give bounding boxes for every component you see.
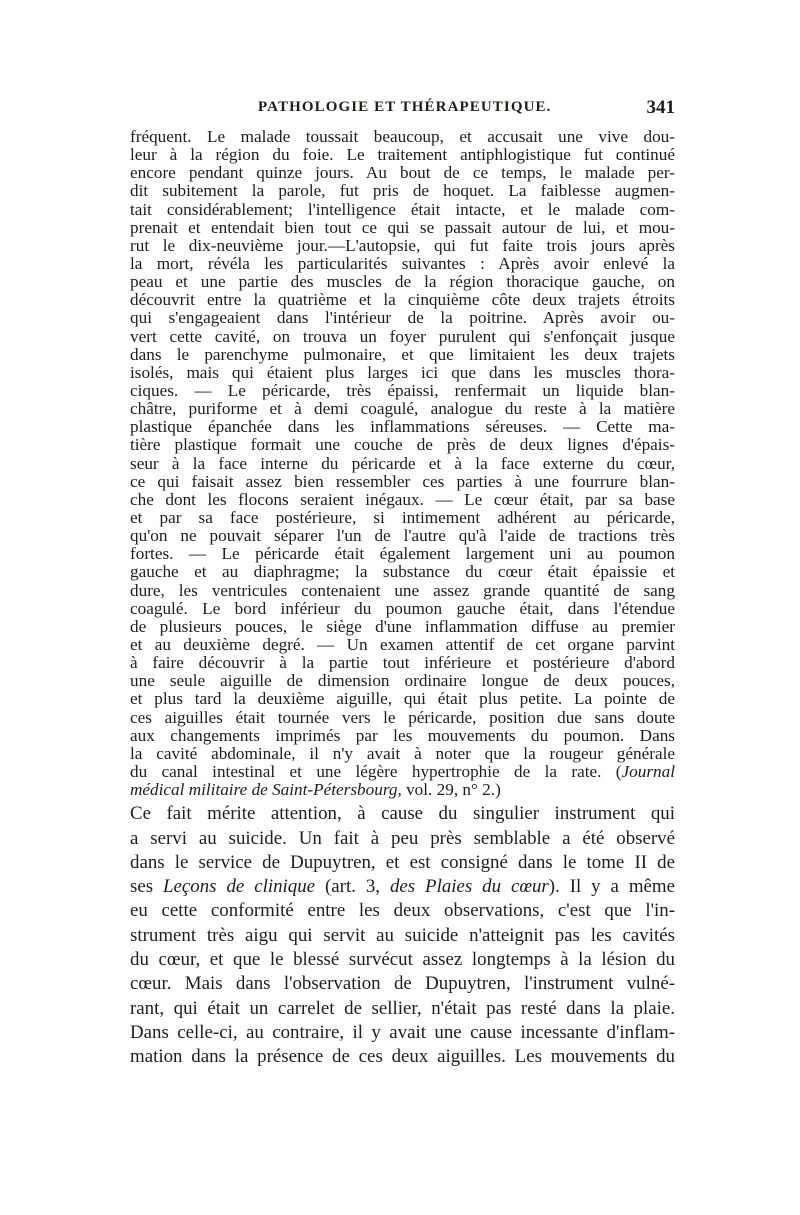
case-report-line: et par sa face postérieure, si intimement adhérent au péricarde, (130, 508, 675, 527)
commentary-line: eu cette conformité entre les deux observations, c'est que l'in- (130, 900, 675, 922)
case-report-line: et plus tard la deuxième aiguille, qui était plus petite. La pointe de (130, 690, 675, 709)
case-report-line: tière plastique formait une couche de près de deux lignes d'épais- (130, 436, 675, 455)
commentary-line: ses Leçons de clinique (art. 3, des Plaies du cœur). Il y a même (130, 876, 675, 898)
case-report-line: dure, les ventricules contenaient une assez grande quantité de sang (130, 581, 675, 600)
case-report-line: et au deuxième degré. — Un examen attentif de cet organe parvint (130, 635, 675, 654)
case-report-line: fortes. — Le péricarde était également largement uni au poumon (130, 545, 675, 564)
case-report-line: tait considérablement; l'intelligence était intacte, et le malade com- (130, 200, 675, 219)
case-report-line: peau et une partie des muscles de la région thoracique gauche, on (130, 273, 675, 292)
page-number: 341 (646, 97, 675, 118)
case-report-line: plastique épanchée dans les inflammations séreuses. — Cette ma- (130, 418, 675, 437)
running-head (130, 99, 675, 121)
citation-line (130, 781, 675, 799)
journal-word: Journal (621, 762, 675, 781)
commentary-paragraph (130, 802, 675, 1069)
case-report-line: du canal intestinal et une légère hypertrophie de la rate. (Journal (130, 762, 675, 781)
body-text (130, 128, 675, 1069)
commentary-line: cœur. Mais dans l'observation de Dupuytren, l'instrument vulné- (130, 973, 675, 995)
book-title: des Plaies du cœur (389, 876, 549, 898)
case-report-line: vert cette cavité, on trouva un foyer purulent qui s'enfonçait jusque (130, 327, 675, 346)
case-report-line: leur à la région du foie. Le traitement antiphlogistique fut continué (130, 146, 675, 165)
commentary-line: Ce fait mérite attention, à cause du singulier instrument qui (130, 803, 675, 825)
commentary-line: rant, qui était un carrelet de sellier, n'était pas resté dans la plaie. (130, 997, 675, 1019)
case-report-line: la mort, révéla les particularités suivantes : Après avoir enlevé la (130, 254, 675, 273)
case-report-line: la cavité abdominale, il n'y avait à noter que la rougeur générale (130, 744, 675, 763)
case-report-line: prenait et entendait bien tout ce qui se passait autour de lui, et mou- (130, 218, 675, 237)
commentary-line: Dans celle-ci, au contraire, il y avait une cause incessante d'inflam- (130, 1021, 675, 1043)
commentary-line: dans le service de Dupuytren, et est consigné dans le tome II de (130, 851, 675, 873)
book-title: Leçons de clinique (163, 876, 316, 898)
citation-journal: médical militaire de Saint-Pétersbourg, (130, 781, 402, 800)
case-report-line: coagulé. Le bord inférieur du poumon gauche était, dans l'étendue (130, 599, 675, 618)
case-report-line: fréquent. Le malade toussait beaucoup, et accusait une vive dou- (130, 128, 675, 146)
citation-line-wrapper (130, 781, 675, 799)
case-report-line: de plusieurs pouces, le siège d'une inflammation diffuse au premier (130, 617, 675, 636)
citation-details: vol. 29, n° 2.) (401, 781, 501, 800)
commentary-line: mation dans la présence de ces deux aiguilles. Les mouvements du (130, 1046, 675, 1068)
case-report-line: qu'on ne pouvait séparer l'un de l'autre qu'à l'aide de tractions très (130, 527, 675, 546)
case-report-line: dit subitement la parole, fut pris de hoquet. La faiblesse augmen- (130, 182, 675, 201)
case-report-line: seur à la face interne du péricarde et à la face externe du cœur, (130, 454, 675, 473)
case-report-line: découvrit entre la quatrième et la cinquième côte deux trajets étroits (130, 291, 675, 310)
commentary-line: a servi au suicide. Un fait à peu près semblable a été observé (130, 827, 675, 849)
case-report-line: ciques. — Le péricarde, très épaissi, renfermait un liquide blan- (130, 381, 675, 400)
case-report-line: ces aiguilles était tournée vers le péricarde, position due sans doute (130, 708, 675, 727)
case-report-line: à faire découvrir à la partie tout inférieure et postérieure d'abord (130, 654, 675, 673)
case-report-line: isolés, mais qui étaient plus larges ici que dans les muscles thora- (130, 363, 675, 382)
commentary-line: strument très aigu qui servit au suicide n'atteignit pas les cavités (130, 924, 675, 946)
case-report-line: rut le dix-neuvième jour.—L'autopsie, qui fut faite trois jours après (130, 236, 675, 255)
running-title: PATHOLOGIE ET THÉRAPEUTIQUE. (258, 99, 552, 115)
case-report-line: qui s'engageaient dans l'intérieur de la poitrine. Après avoir ou- (130, 309, 675, 328)
case-report-line: che dont les flocons seraient inégaux. — Le cœur était, par sa base (130, 490, 675, 509)
commentary-line: du cœur, et que le blessé survécut assez longtemps à la lésion du (130, 948, 675, 970)
case-report-line: châtre, puriforme et à demi coagulé, analogue du reste à la matière (130, 400, 675, 419)
case-report-line: encore pendant quinze jours. Au bout de ce temps, le malade per- (130, 164, 675, 183)
case-report-line: dans le parenchyme pulmonaire, et que limitaient les deux trajets (130, 345, 675, 364)
case-report-line: aux changements imprimés par les mouvements du poumon. Dans (130, 726, 675, 745)
case-report-line: une seule aiguille de dimension ordinaire longue de deux pouces, (130, 672, 675, 691)
case-report-line: gauche et au diaphragme; la substance du cœur était épaissie et (130, 563, 675, 582)
case-report-line: ce qui faisait assez bien ressembler ces parties à une fourrure blan- (130, 472, 675, 491)
case-report-paragraph (130, 128, 675, 781)
